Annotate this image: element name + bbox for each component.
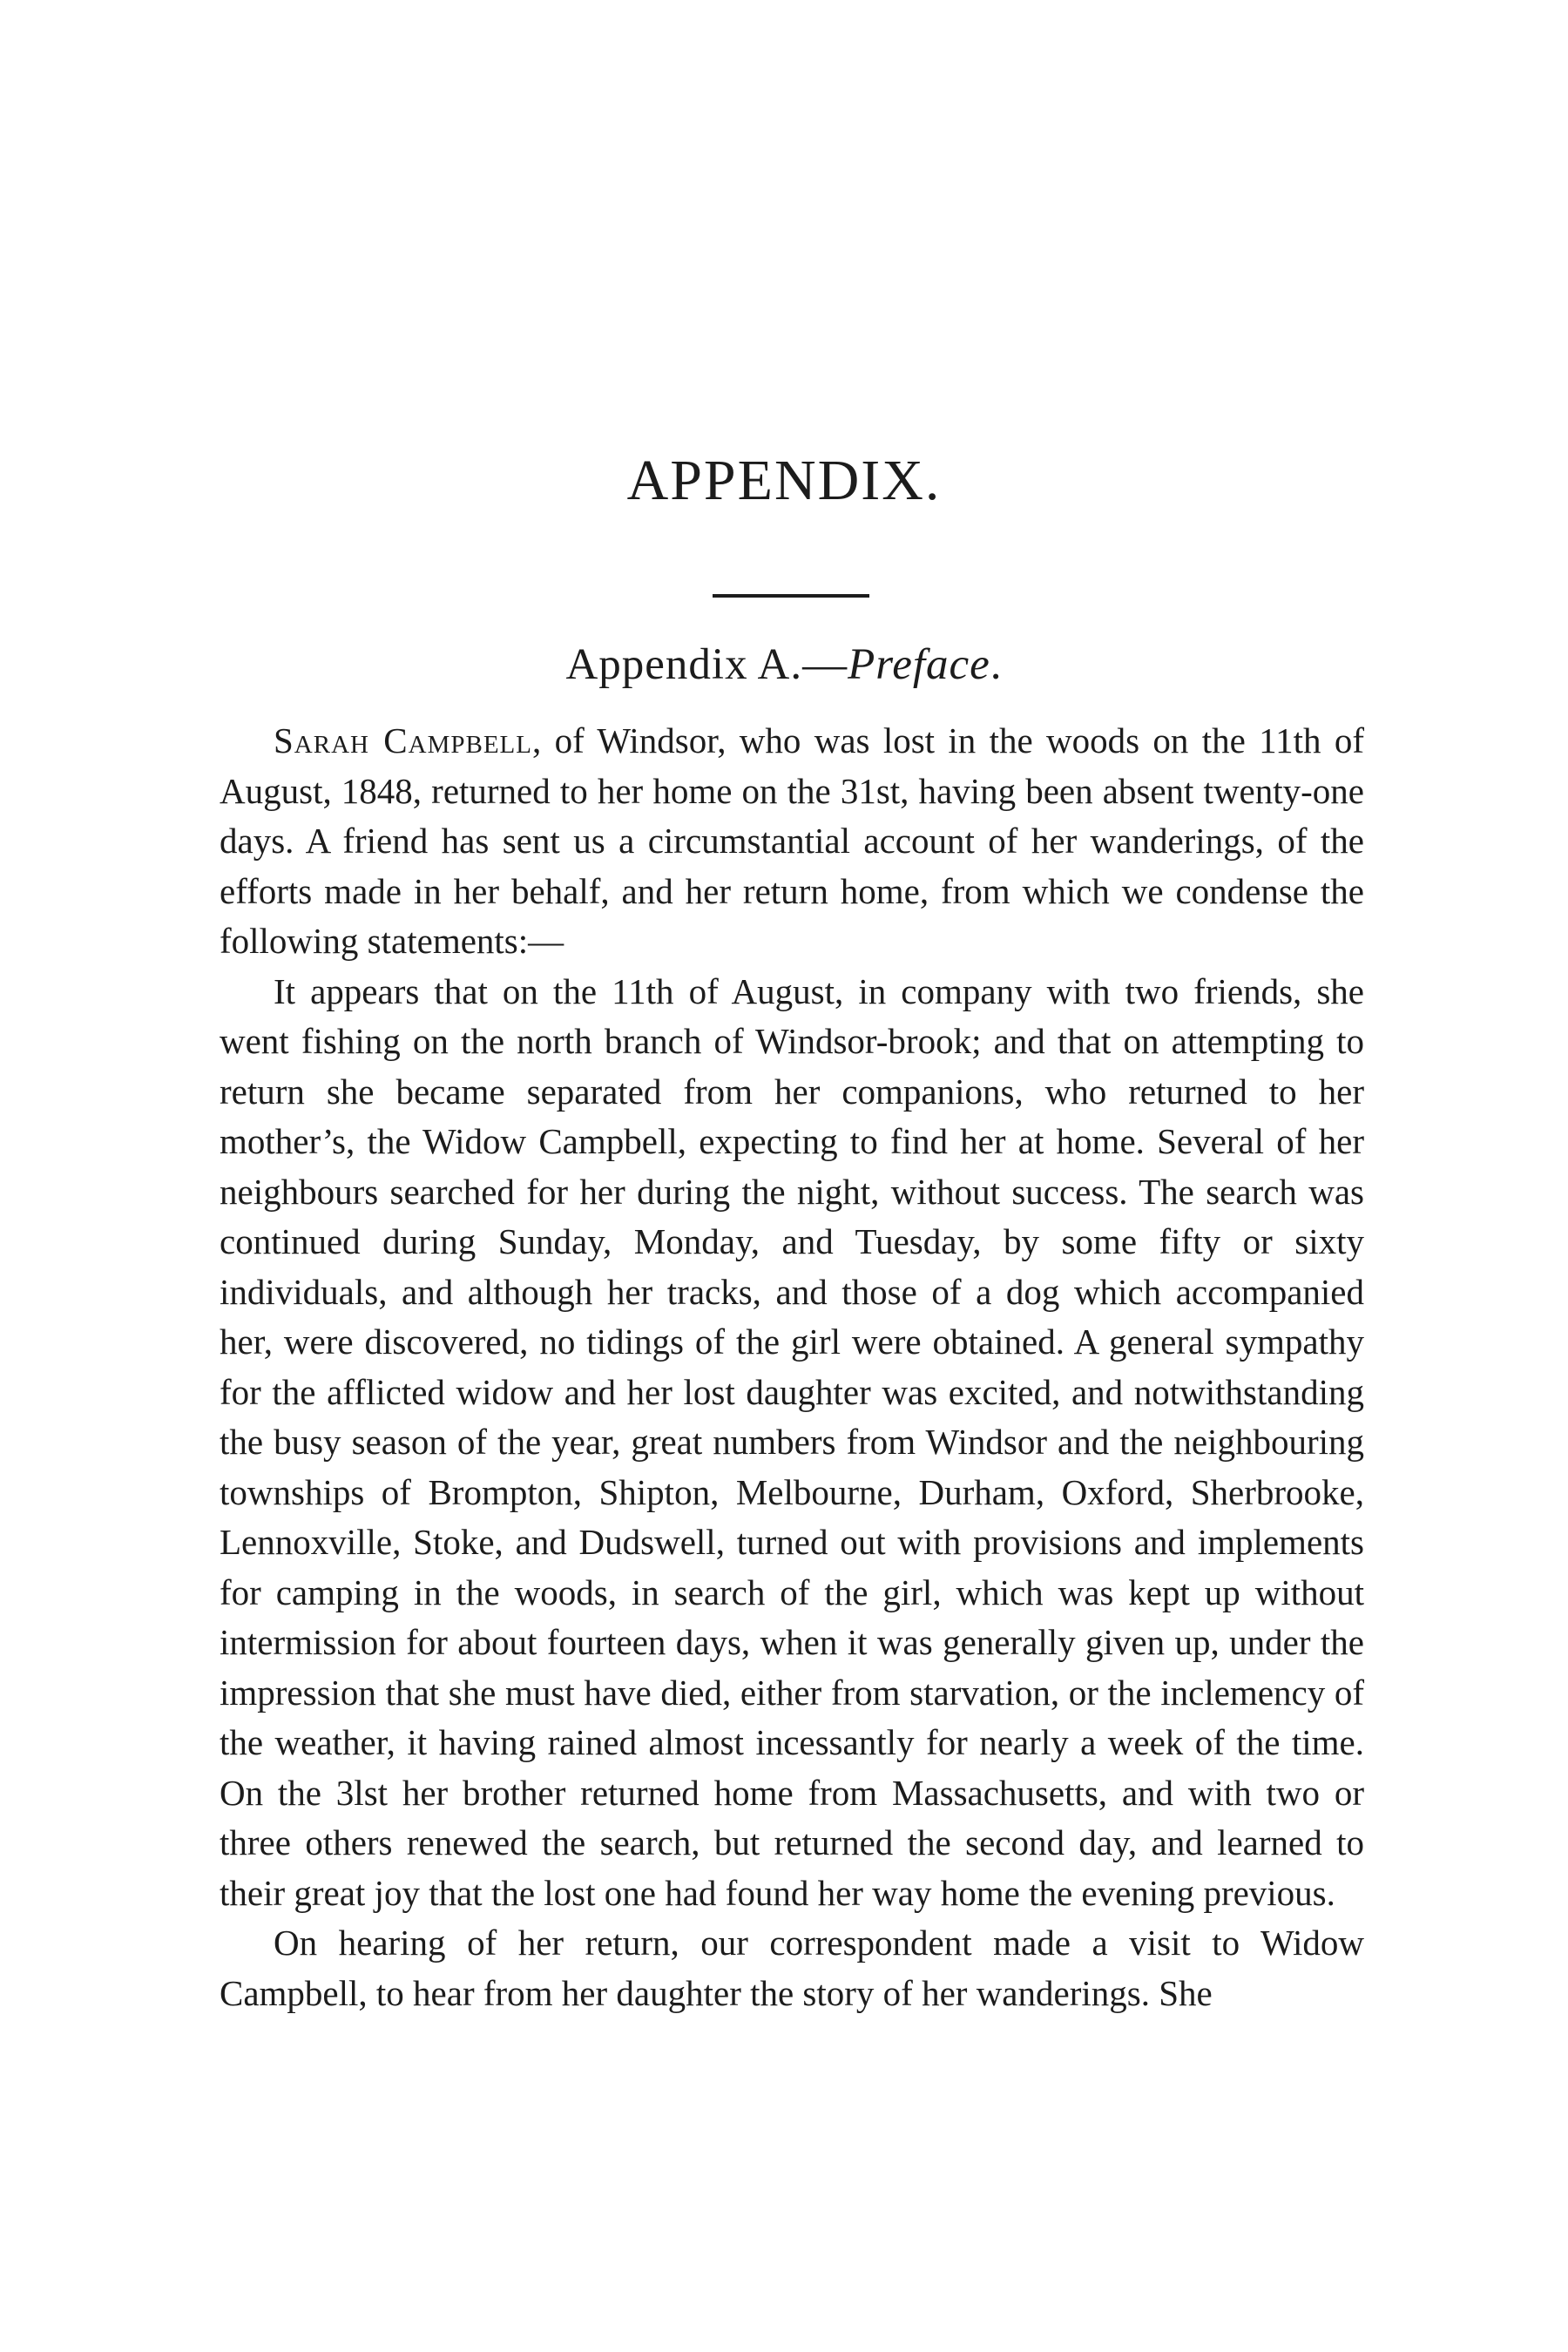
- paragraph-1: [220, 716, 1364, 967]
- appendix-heading: APPENDIX.: [626, 449, 942, 512]
- paragraph-lead-name: Sarah Campbell: [274, 720, 532, 760]
- subheading-suffix: .: [990, 640, 1003, 689]
- paragraph-text: On hearing of her return, our correspondent made a visit to Widow Campbell, to hear from her daughter the story of her wanderings. She: [220, 1923, 1364, 2013]
- subheading-italic-title: Preface: [848, 640, 990, 689]
- heading-divider: [713, 594, 869, 598]
- paragraph-3: [220, 1918, 1364, 2018]
- appendix-subheading: [0, 634, 1568, 695]
- body-text: [220, 716, 1364, 2018]
- paragraph-text: , of Windsor, who was lost in the woods on the 11th of August, 1848, returned to her home on the 31st, having been absent twenty-one days. A friend has sent us a circumstantial account of her wanderings, of the efforts made in her behalf, and her return home, from which we condense the following statements:—: [220, 720, 1365, 961]
- subheading-prefix: Appendix A.—: [565, 640, 848, 689]
- paragraph-text: It appears that on the 11th of August, in company with two friends, she went fishing on the north branch of Windsor-brook; and that on attempting to return she became separated from her companions, who returned to her mother’s, the Widow Campbell, expecting to find her at home. Several of her neighbours searched for her during the night, without success. The search was continued during Sunday, Monday, and Tuesday, by some fifty or sixty individuals, and although her tracks, and those of a dog which accompanied her, were discovered, no tidings of the girl were obtained. A general sympathy for the afflicted widow and her lost daughter was excited, and notwithstanding the busy season of the year, great numbers from Windsor and the neighbouring townships of Brompton, Shipton, Melbourne, Durham, Oxford, Sherbrooke, Lennoxville, Stoke, and Dudswell, turned out with provisions and implements for camping in the woods, in search of the girl, which was kept up without intermission for about fourteen days, when it was generally given up, under the impression that she must have died, either from starvation, or the inclemency of the weather, it having rained almost incessantly for nearly a week of the time. On the 3lst her brother returned home from Massachusetts, and with two or three others renewed the search, but returned the second day, and learned to their great joy that the lost one had found her way home the evening previous.: [220, 970, 1364, 1913]
- paragraph-2: [220, 967, 1364, 1919]
